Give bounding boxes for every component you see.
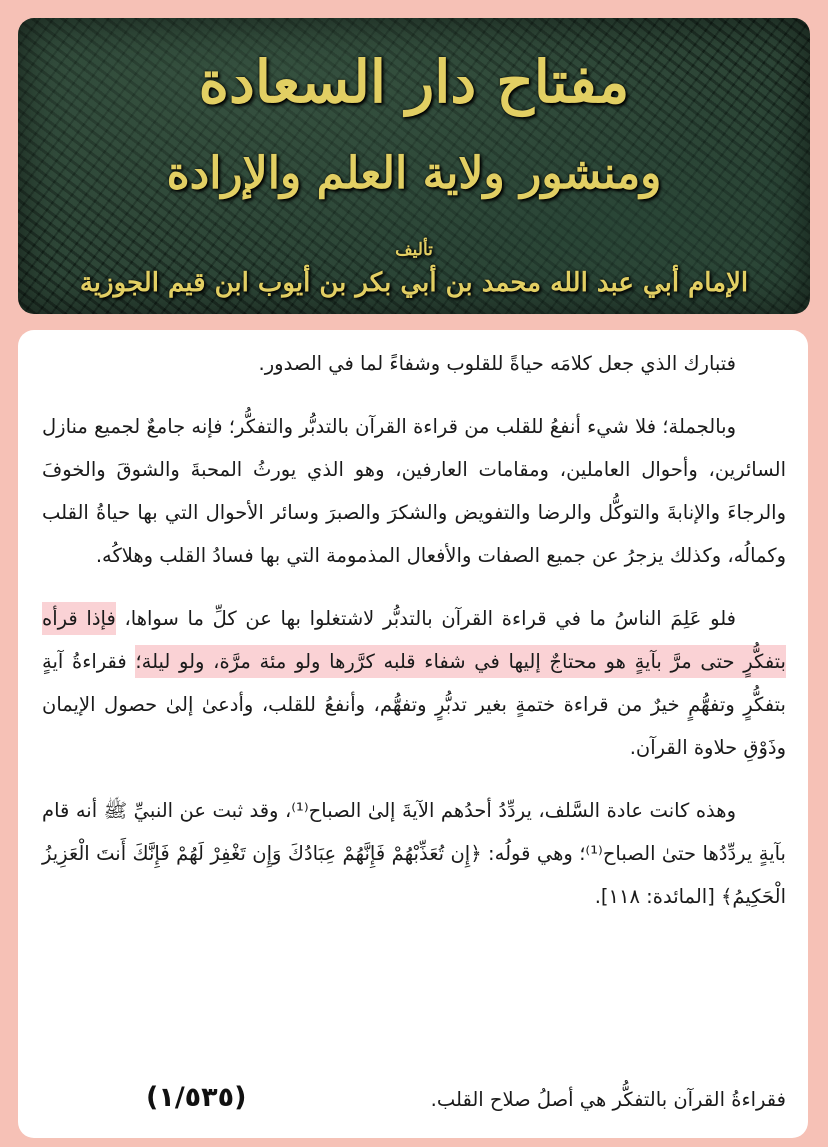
- paragraph-2: وبالجملة؛ فلا شيء أنفعُ للقلب من قراءة القرآن بالتدبُّر والتفكُّر؛ فإنه جامعٌ لجميع منازل السائرين، وأحوال العاملين، ومقامات العارفين، وهو الذي يورثُ المحبةَ والشوقَ والخوفَ والرجاءَ والإنابةَ والتوكُّل والرضا والتفويض والشكرَ والصبرَ وسائر الأحوال التي بها حياةُ القلب وكمالُه، وكذلك يزجرُ عن جميع الصفات والأفعال المذمومة التي بها فسادُ القلب وهلاكُه.: [42, 415, 786, 567]
- book-title: مفتاح دار السعادة: [198, 48, 630, 116]
- author-label: تأليف: [395, 240, 433, 260]
- paragraph-3-end: فقراءةُ آيةٍ بتفكُّرٍ وتفهُّمٍ خيرٌ من قراءة ختمةٍ بغير تدبُّرٍ وتفهُّم، وأنفعُ للقلب، وأدعىٰ إلىٰ حصول الإيمان وذَوْقِ حلاوة القرآن.: [42, 650, 786, 759]
- page-reference: (١/٥٣٥): [146, 1082, 247, 1113]
- author-name: الإمام أبي عبد الله محمد بن أبي بكر بن أيوب ابن قيم الجوزية: [79, 268, 749, 298]
- paragraph-3: [42, 597, 786, 769]
- closing-line: فقراءةُ القرآن بالتفكُّر هي أصلُ صلاح القلب.: [430, 1088, 786, 1111]
- book-cover-banner: [18, 18, 810, 314]
- quote-text: [42, 342, 786, 918]
- paragraph-4: وهذه كانت عادة السَّلف، يردِّدُ أحدُهم الآيةَ إلىٰ الصباح⁽¹⁾، وقد ثبت عن النبيِّ ﷺ أنه قام بآيةٍ يردِّدُها حتىٰ الصباح⁽¹⁾؛ وهي قولُه: ﴿إِن تُعَذِّبْهُمْ فَإِنَّهُمْ عِبَادُكَ وَإِن تَغْفِرْ لَهُمْ فَإِنَّكَ أَنتَ الْعَزِيزُ الْحَكِيمُ﴾ [المائدة: ١١٨].: [42, 799, 786, 908]
- paragraph-1: فتبارك الذي جعل كلامَه حياةً للقلوب وشفاءً لما في الصدور.: [258, 352, 736, 375]
- book-subtitle: ومنشور ولاية العلم والإرادة: [166, 148, 662, 199]
- highlighted-passage: فإذا قرأه بتفكُّرٍ حتى مرَّ بآيةٍ هو محتاجٌ إليها في شفاء قلبه كرَّرها ولو مئة مرَّة، ولو ليلة؛: [42, 602, 786, 678]
- paragraph-3-start: فلو عَلِمَ الناسُ ما في قراءة القرآن بالتدبُّر لاشتغلوا بها عن كلِّ ما سواها،: [124, 607, 736, 630]
- quote-page: [18, 330, 808, 1138]
